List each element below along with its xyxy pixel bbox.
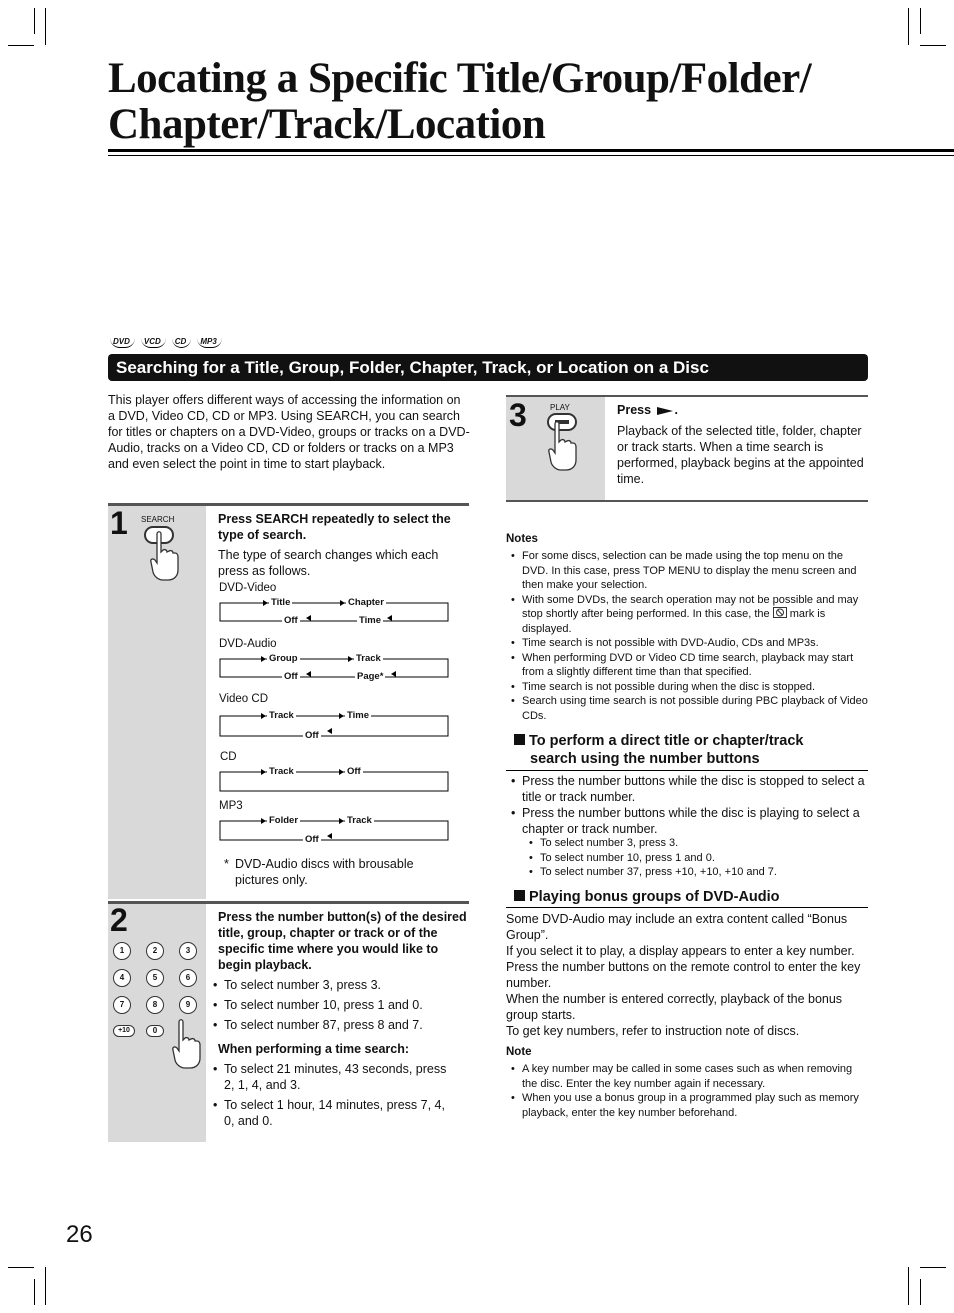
square-bullet-icon	[514, 890, 525, 901]
time-search-heading: When performing a time search:	[218, 1042, 410, 1056]
flow-dvd-video	[219, 596, 449, 626]
note-text: With some DVDs, the search operation may not be possible and may stop shortly after being performed. In this case, the	[522, 593, 859, 620]
list-item: • Time search is not possible with DVD-Audio, CDs and MP3s.	[506, 636, 870, 651]
notes-list	[506, 549, 870, 723]
search-button-label: SEARCH	[141, 515, 175, 524]
flow-item: Off	[347, 766, 361, 777]
crop-mark	[34, 8, 35, 34]
flow-label-video-cd: Video CD	[219, 693, 269, 705]
flow-item: Chapter	[348, 597, 384, 608]
step-2-bullets	[208, 977, 466, 1033]
arrowhead	[340, 600, 345, 606]
list-item: • When you use a bonus group in a programmed play such as memory playback, enter the key number beforehand.	[506, 1091, 868, 1120]
step-1-number: 1	[110, 505, 128, 541]
section-rule	[506, 907, 868, 908]
direct-heading-1: To perform a direct title or chapter/track	[529, 733, 804, 749]
arrowhead	[391, 671, 396, 677]
list-item: • To select number 3, press 3.	[524, 836, 864, 851]
list-item: • For some discs, selection can be made using the top menu on the DVD. In this case, press TOP MENU to display the menu screen and then make your selection.	[506, 549, 870, 593]
number-button-icon: 9	[179, 996, 197, 1014]
flow-item: Off	[284, 671, 298, 682]
note-heading: Note	[506, 1046, 532, 1058]
direct-search-sublist	[524, 836, 864, 880]
bonus-paragraph: If you select it to play, a display appears to enter a key number. Press the number buttons on the remote control to enter the key number.	[506, 944, 861, 990]
arrowhead	[263, 600, 268, 606]
bonus-body	[506, 911, 868, 1039]
crop-mark	[920, 1267, 946, 1268]
arrowhead	[306, 671, 311, 677]
step-2-heading: Press the number button(s) of the desired title, group, chapter or track or of the specific time where you would like to begin playback.	[218, 910, 467, 972]
crop-mark	[8, 45, 34, 46]
flow-item: Off	[305, 834, 319, 845]
step-3-text	[605, 397, 868, 500]
mp3-icon: MP3	[197, 337, 221, 348]
step-3-body: Playback of the selected title, folder, chapter or track starts. When a time search is performed, playback begins at the appointed time.	[617, 424, 864, 486]
direct-heading-2: search using the number buttons	[530, 751, 760, 767]
list-item: • Time search is not possible during when the disc is stopped.	[506, 680, 870, 695]
arrowhead	[327, 728, 332, 734]
list-item: • To select number 87, press 8 and 7.	[208, 1017, 466, 1033]
pointing-hand-icon	[148, 530, 182, 582]
number-button-icon: 5	[146, 969, 164, 987]
crop-mark	[45, 1267, 46, 1305]
crop-mark	[45, 8, 46, 45]
arrowhead	[306, 615, 311, 621]
title-rule-thin	[108, 155, 954, 156]
flow-label-cd: CD	[220, 751, 237, 763]
flow-mp3	[219, 814, 449, 845]
flow-item: Title	[271, 597, 291, 608]
flow-arrows	[219, 814, 449, 844]
bonus-notes-list	[506, 1062, 868, 1120]
list-item: • Search using time search is not possible during PBC playback of Video CDs.	[506, 694, 870, 723]
list-item: • To select number 3, press 3.	[208, 977, 466, 993]
number-button-icon: 2	[146, 942, 164, 960]
crop-mark	[920, 1279, 921, 1305]
flow-item: Time	[359, 615, 382, 626]
square-bullet-icon	[514, 734, 525, 745]
step-3-number: 3	[509, 397, 527, 433]
arrowhead	[261, 769, 266, 775]
flow-item: Track	[269, 710, 294, 721]
list-item: • Press the number buttons while the disc is stopped to select a title or track number.	[506, 773, 868, 805]
step-1-heading: Press SEARCH repeatedly to select the type of search.	[218, 512, 451, 542]
list-item	[506, 593, 870, 637]
list-item: • To select 21 minutes, 43 seconds, press 2, 1, 4, and 3.	[208, 1061, 458, 1093]
arrowhead	[387, 615, 392, 621]
flow-cd	[219, 765, 449, 789]
pointing-hand-icon	[170, 1018, 204, 1070]
list-item: • A key number may be called in some cases such as when removing the disc. Enter the key number again if necessary.	[506, 1062, 868, 1091]
notes-heading: Notes	[506, 533, 538, 545]
arrowhead	[261, 713, 266, 719]
list-item: • When performing DVD or Video CD time search, playback may start from a slightly different time than that specified.	[506, 651, 870, 680]
dvd-icon: DVD	[110, 337, 135, 348]
bonus-paragraph: To get key numbers, refer to instruction note of discs.	[506, 1024, 800, 1038]
crop-mark	[908, 1267, 909, 1305]
list-item: • To select number 37, press +10, +10, +10 and 7.	[524, 865, 864, 880]
step-1-body: The type of search changes which each press as follows.	[218, 548, 439, 578]
number-button-icon: 3	[179, 942, 197, 960]
step-3-heading: Press .	[617, 403, 679, 417]
crop-mark	[34, 1279, 35, 1305]
number-button-icon: 8	[146, 996, 164, 1014]
list-item: • To select number 10, press 1 and 0.	[208, 997, 466, 1013]
list-item: • Press the number buttons while the disc is playing to select a chapter or track number.	[506, 805, 868, 837]
play-button-label: PLAY	[550, 403, 570, 412]
time-search-bullets	[208, 1061, 458, 1129]
section-banner: Searching for a Title, Group, Folder, Chapter, Track, or Location on a Disc	[108, 354, 868, 381]
flow-label-dvd-video: DVD-Video	[219, 582, 277, 594]
cd-icon: CD	[172, 337, 192, 348]
flow-item: Off	[284, 615, 298, 626]
arrowhead	[261, 818, 266, 824]
flow-item: Track	[269, 766, 294, 777]
intro-text: This player offers different ways of accessing the information on a DVD, Video CD, CD or MP3. Using SEARCH, you can search for titles or chapters on a DVD-Video, groups or tracks on a DVD-Audio, tracks on a Video CD, CD or folders or tracks on a MP3 and even select the point in time to start playback.	[108, 393, 470, 471]
step-2-number: 2	[110, 902, 128, 938]
flow-item: Page*	[357, 671, 384, 682]
bonus-paragraph: Some DVD-Audio may include an extra content called “Bonus Group”.	[506, 912, 848, 942]
number-button-icon: 6	[179, 969, 197, 987]
arrowhead	[339, 769, 344, 775]
number-button-icon: 7	[113, 996, 131, 1014]
crop-mark	[920, 8, 921, 34]
flow-label-mp3: MP3	[219, 800, 243, 812]
flow-item: Folder	[269, 815, 299, 826]
flow-label-dvd-audio: DVD-Audio	[219, 638, 277, 650]
list-item: • To select number 10, press 1 and 0.	[524, 851, 864, 866]
step-2-text	[206, 904, 469, 1142]
title-rule	[108, 149, 954, 152]
step-3-heading-text: Press	[617, 403, 652, 417]
bonus-heading-text: Playing bonus groups of DVD-Audio	[529, 889, 780, 905]
number-button-icon: 0	[146, 1025, 164, 1037]
arrowhead	[339, 713, 344, 719]
flow-arrows	[219, 709, 449, 739]
crop-mark	[920, 45, 946, 46]
footnote: DVD-Audio discs with brousable pictures only.	[235, 857, 414, 887]
flow-arrows	[219, 652, 449, 682]
number-button-icon: 1	[113, 942, 131, 960]
flow-dvd-audio	[219, 652, 449, 682]
bonus-paragraph: When the number is entered correctly, playback of the bonus group starts.	[506, 992, 843, 1022]
arrowhead	[348, 656, 353, 662]
number-button-icon: 4	[113, 969, 131, 987]
vcd-icon: VCD	[141, 337, 166, 348]
footnote-mark: *	[224, 857, 229, 871]
prohibited-mark-icon	[773, 607, 787, 618]
crop-mark	[8, 1267, 34, 1268]
arrowhead	[261, 656, 266, 662]
pointing-hand-icon	[546, 420, 580, 472]
flow-video-cd	[219, 709, 449, 741]
disc-type-icons	[110, 337, 222, 348]
flow-item: Time	[347, 710, 370, 721]
flow-arrows	[219, 765, 449, 795]
flow-item: Track	[347, 815, 372, 826]
arrowhead	[339, 818, 344, 824]
section-rule	[506, 770, 868, 771]
flow-item: Track	[356, 653, 381, 664]
flow-item: Off	[305, 730, 319, 741]
flow-arrows	[219, 596, 449, 626]
bonus-heading	[514, 888, 864, 906]
note-text: mark is displayed.	[522, 608, 826, 635]
crop-mark	[908, 8, 909, 45]
flow-item: Group	[269, 653, 298, 664]
play-arrow-icon	[655, 406, 675, 416]
plus10-button-icon: +10	[113, 1025, 135, 1037]
step-3-rule-bottom	[506, 500, 868, 502]
page-number: 26	[66, 1221, 93, 1248]
title-line-1: Locating a Specific Title/Group/Folder/	[108, 55, 812, 102]
direct-search-list	[506, 773, 868, 837]
list-item: • To select 1 hour, 14 minutes, press 7, 4, 0, and 0.	[208, 1097, 458, 1129]
title-line-2: Chapter/Track/Location	[108, 101, 546, 148]
arrowhead	[327, 833, 332, 839]
page-title	[108, 56, 811, 148]
direct-search-heading	[514, 732, 864, 768]
